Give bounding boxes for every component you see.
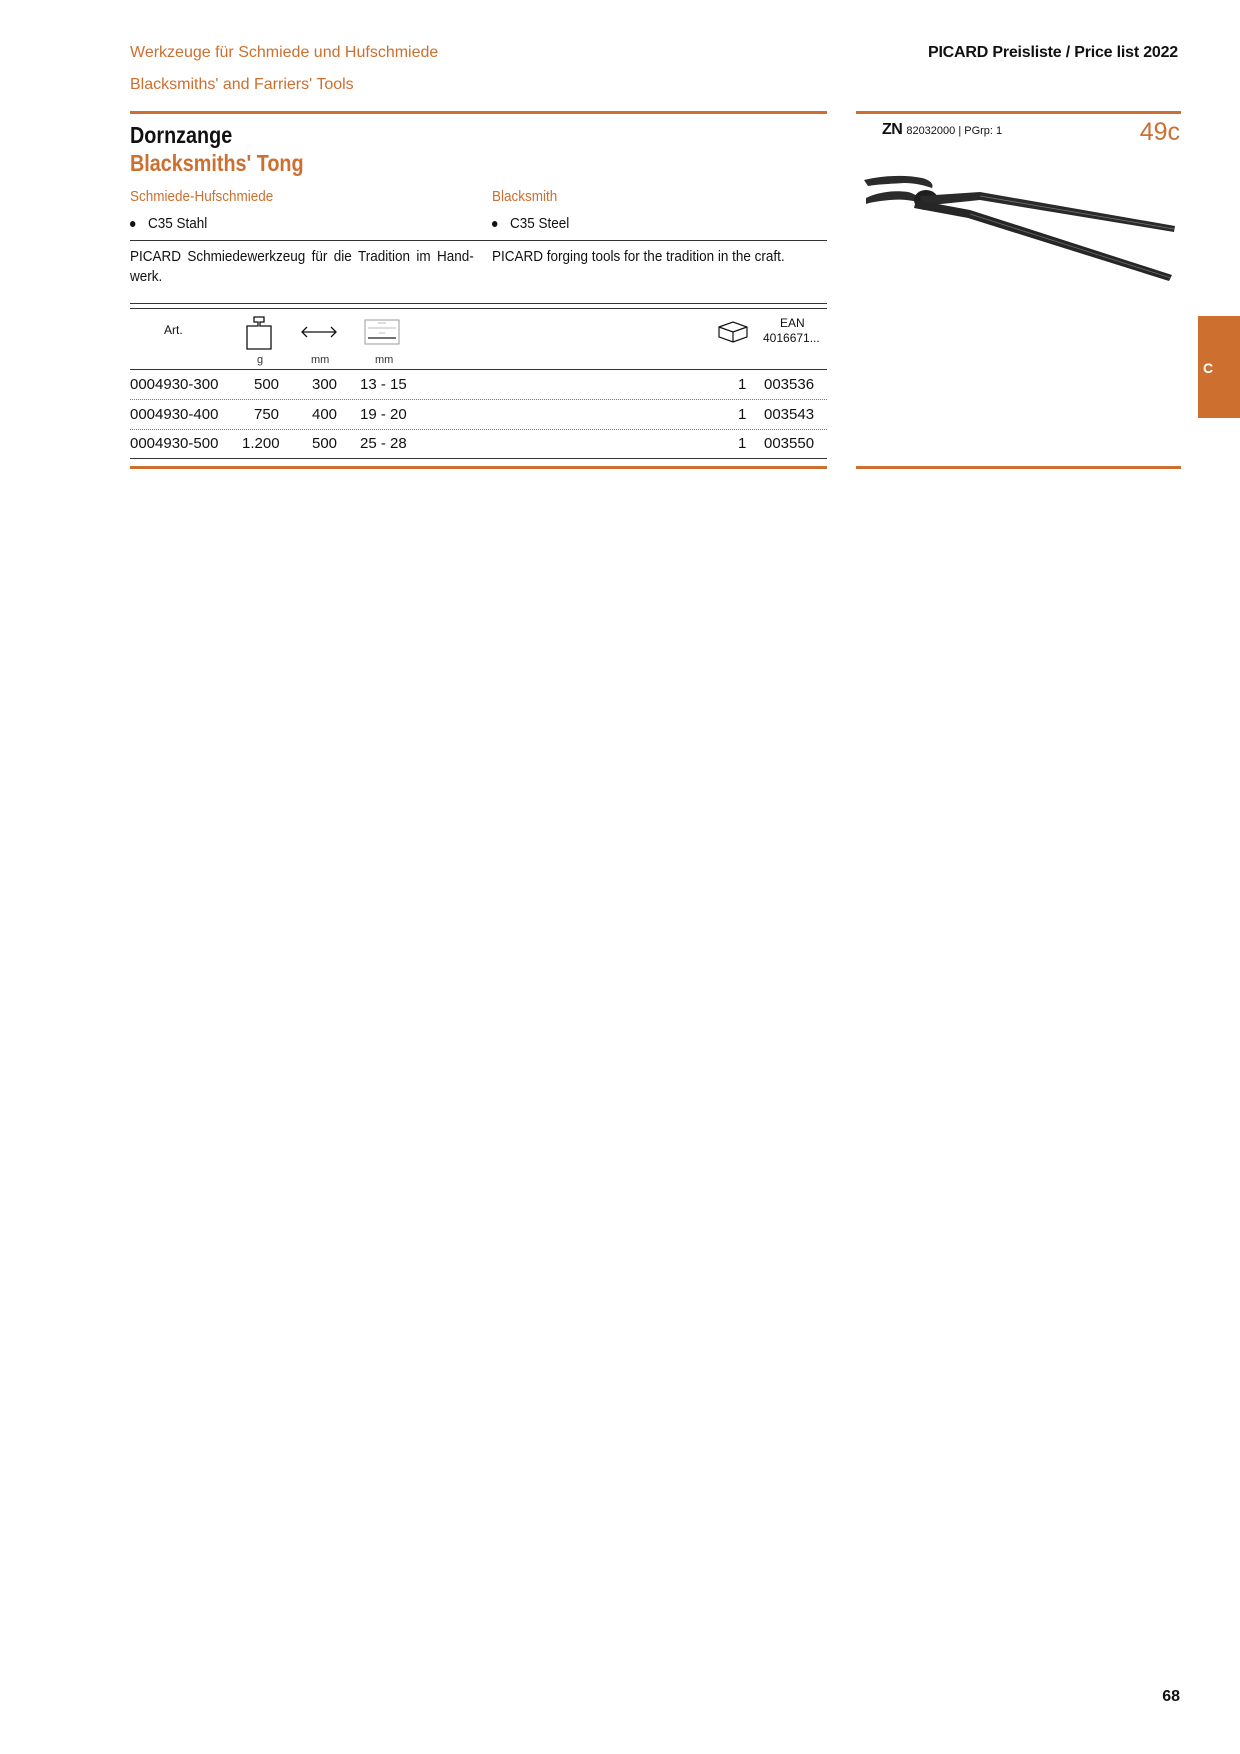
- category-label-en: Blacksmith: [492, 188, 558, 205]
- section-tab[interactable]: [1198, 316, 1240, 418]
- sidebar-top-rule: [856, 111, 1181, 114]
- cell-art: 0004930-400: [130, 406, 219, 423]
- feature-de: C35 Stahl: [130, 215, 207, 232]
- product-code: 49c: [1139, 118, 1180, 146]
- category-label-de: Schmiede-Hufschmiede: [130, 188, 274, 205]
- cell-range: 25 - 28: [360, 435, 407, 452]
- table-rule-1: [130, 303, 827, 304]
- unit-length: mm: [311, 354, 330, 366]
- zn-info: ZN 82032000 | PGrp: 1: [882, 121, 1003, 138]
- bottom-rule: [130, 466, 827, 469]
- table-row: [130, 370, 827, 400]
- bullet-icon: [130, 221, 135, 227]
- table-row: [130, 400, 827, 430]
- cell-length: 500: [312, 435, 338, 452]
- divider: [130, 240, 827, 241]
- zn-label: ZN: [882, 121, 903, 138]
- description-en: PICARD forging tools for the tradition in the craft.: [492, 248, 785, 265]
- package-icon: [717, 320, 749, 344]
- cell-weight: 500: [254, 376, 280, 393]
- cell-ean: 003543: [764, 406, 815, 423]
- weight-icon: [245, 316, 273, 350]
- table-rule-2: [130, 308, 827, 309]
- cell-range: 13 - 15: [360, 376, 407, 393]
- cell-weight: 750: [254, 406, 280, 423]
- ean-prefix: 4016671...: [763, 331, 820, 345]
- cell-art: 0004930-500: [130, 435, 219, 452]
- length-arrow-icon: [300, 325, 338, 339]
- description-de: PICARD Schmiedewerkzeug für die Tradition im Hand-werk.: [130, 248, 474, 285]
- cell-ean: 003536: [764, 376, 815, 393]
- unit-weight: g: [257, 354, 264, 366]
- cell-weight: 1.200: [242, 435, 280, 452]
- cell-pack: 1: [738, 406, 747, 423]
- cell-pack: 1: [738, 376, 747, 393]
- cell-pack: 1: [738, 435, 747, 452]
- section-tab-letter: C: [1203, 360, 1214, 376]
- product-title-en: Blacksmiths' Tong: [130, 150, 304, 176]
- jaw-range-icon: [364, 319, 400, 345]
- tong-image: [860, 170, 1180, 285]
- page-number: 68: [1162, 1688, 1180, 1705]
- unit-range: mm: [375, 354, 394, 366]
- art-header: Art.: [164, 323, 183, 337]
- ean-header: EAN: [780, 316, 805, 330]
- header-category-en: Blacksmiths' and Farriers' Tools: [130, 76, 354, 93]
- cell-length: 300: [312, 376, 338, 393]
- header-category-de: Werkzeuge für Schmiede und Hufschmiede: [130, 44, 439, 61]
- cell-range: 19 - 20: [360, 406, 407, 423]
- cell-art: 0004930-300: [130, 376, 219, 393]
- table-row: [130, 429, 827, 459]
- feature-en: C35 Steel: [492, 215, 569, 232]
- bullet-icon: [492, 221, 497, 227]
- catalog-title: PICARD Preisliste / Price list 2022: [927, 44, 1178, 61]
- cell-ean: 003550: [764, 435, 815, 452]
- sidebar-bottom-rule: [856, 466, 1181, 469]
- top-rule: [130, 111, 827, 114]
- cell-length: 400: [312, 406, 338, 423]
- product-title-de: Dornzange: [130, 122, 233, 148]
